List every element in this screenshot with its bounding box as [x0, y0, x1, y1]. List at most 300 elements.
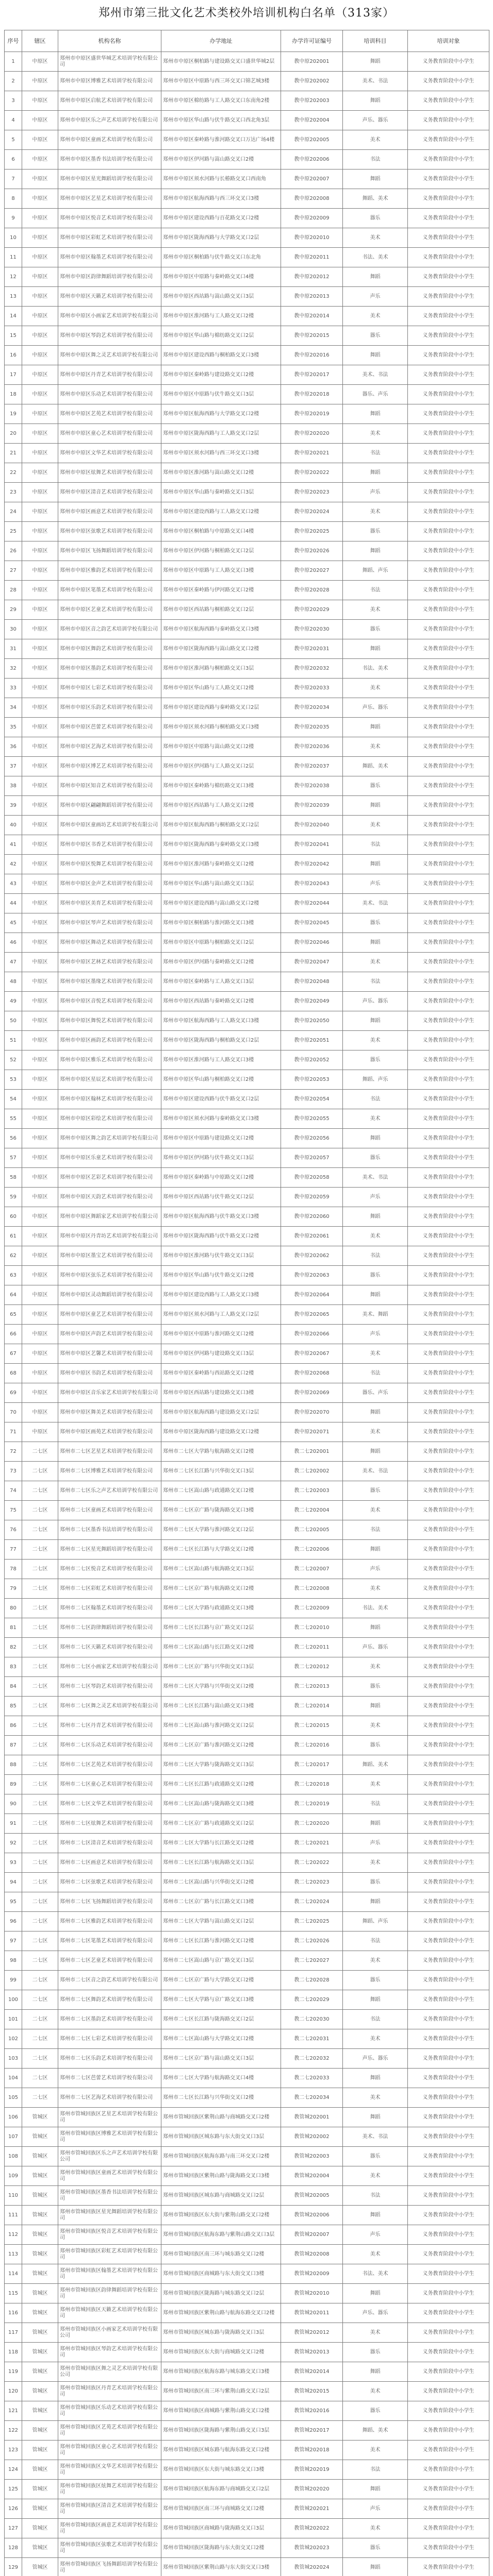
cell-org-name: 郑州市管城回族区彩虹艺术培训学校有限公司 [58, 2245, 161, 2264]
table-row [5, 1951, 489, 1971]
cell-audience: 义务教育阶段中小学生 [408, 835, 489, 855]
cell-license: 教中原202009 [281, 209, 343, 228]
cell-subjects: 声乐、器乐 [343, 111, 408, 130]
table-row [5, 1520, 489, 1540]
cell-subjects: 美术、书法 [343, 894, 408, 913]
cell-index: 116 [5, 2303, 22, 2323]
cell-org-name: 郑州市管城回族区翰墨艺术培训学校有限公司 [58, 2264, 161, 2284]
cell-address: 郑州市管城回族区商城路与紫荆山路交叉口2楼 [161, 2401, 281, 2421]
cell-district: 二七区 [22, 1775, 58, 1794]
table-row [5, 1246, 489, 1266]
cell-audience: 义务教育阶段中小学生 [408, 2225, 489, 2245]
cell-license: 教中原202054 [281, 1090, 343, 1109]
cell-subjects: 舞蹈 [343, 855, 408, 874]
cell-district: 中原区 [22, 444, 58, 463]
cell-district: 中原区 [22, 326, 58, 346]
cell-audience: 义务教育阶段中小学生 [408, 1853, 489, 1873]
cell-district: 二七区 [22, 1951, 58, 1971]
cell-index: 92 [5, 1834, 22, 1853]
cell-subjects: 器乐 [343, 1050, 408, 1070]
cell-district: 二七区 [22, 1697, 58, 1716]
cell-org-name: 郑州市管城回族区童画艺术培训学校有限公司 [58, 2166, 161, 2186]
cell-address: 郑州市中原区中原路与西三环交叉口锦艺城3楼 [161, 72, 281, 91]
cell-audience: 义务教育阶段中小学生 [408, 1383, 489, 1403]
cell-address: 郑州市二七区长江路与政通路交叉口2楼 [161, 1775, 281, 1794]
cell-address: 郑州市二七区大学路与航海路交叉口2楼 [161, 1442, 281, 1462]
cell-index: 27 [5, 561, 22, 581]
cell-subjects: 器乐 [343, 1677, 408, 1697]
cell-subjects: 器乐 [343, 1266, 408, 1285]
cell-subjects: 声乐 [343, 1325, 408, 1344]
table-row [5, 1442, 489, 1462]
cell-index: 59 [5, 1188, 22, 1207]
cell-org-name: 郑州市管城回族区炫舞艺术培训学校有限公司 [58, 2480, 161, 2499]
table-row [5, 1736, 489, 1755]
cell-address: 郑州市二七区京广路与兴华街交叉口3层 [161, 1657, 281, 1677]
cell-audience: 义务教育阶段中小学生 [408, 444, 489, 463]
table-row [5, 620, 489, 639]
cell-subjects: 书法 [343, 1364, 408, 1383]
cell-org-name: 郑州市二七区天籁艺术培训学校有限公司 [58, 1638, 161, 1657]
cell-address: 郑州市中原区中原路与工人路交叉口3楼 [161, 561, 281, 581]
cell-address: 郑州市中原区陇海西路与桐柏路交叉口2层 [161, 1031, 281, 1050]
table-row [5, 2245, 489, 2264]
cell-org-name: 郑州市二七区雅韵艺术培训学校有限公司 [58, 1912, 161, 1931]
cell-license: 教二七202017 [281, 1755, 343, 1775]
cell-audience: 义务教育阶段中小学生 [408, 953, 489, 972]
cell-audience: 义务教育阶段中小学生 [408, 1109, 489, 1129]
cell-org-name: 郑州市二七区乐韵艺术培训学校有限公司 [58, 2049, 161, 2069]
cell-subjects: 舞蹈 [343, 52, 408, 72]
cell-org-name: 郑州市二七区文华艺术培训学校有限公司 [58, 1794, 161, 1814]
cell-index: 5 [5, 130, 22, 150]
cell-audience: 义务教育阶段中小学生 [408, 2029, 489, 2049]
cell-audience: 义务教育阶段中小学生 [408, 1442, 489, 1462]
cell-index: 109 [5, 2166, 22, 2186]
cell-audience: 义务教育阶段中小学生 [408, 776, 489, 796]
cell-org-name: 郑州市中原区书香艺术培训学校有限公司 [58, 835, 161, 855]
cell-district: 中原区 [22, 287, 58, 307]
cell-org-name: 郑州市中原区美育艺术培训学校有限公司 [58, 894, 161, 913]
cell-address: 郑州市二七区嵩山路与淮河路交叉口2层 [161, 1716, 281, 1736]
cell-license: 教中原202038 [281, 776, 343, 796]
cell-district: 中原区 [22, 894, 58, 913]
cell-audience: 义务教育阶段中小学生 [408, 1638, 489, 1657]
cell-org-name: 郑州市中原区声韵艺术培训学校有限公司 [58, 1325, 161, 1344]
col-index-header: 序号 [5, 30, 22, 52]
cell-subjects: 美术 [343, 2441, 408, 2460]
cell-org-name: 郑州市中原区飞扬舞蹈培训学校有限公司 [58, 541, 161, 561]
cell-license: 教管城202020 [281, 2480, 343, 2499]
cell-district: 中原区 [22, 855, 58, 874]
cell-org-name: 郑州市管城回族区丹青艺术培训学校有限公司 [58, 2382, 161, 2401]
cell-org-name: 郑州市中原区芭蕾艺术培训学校有限公司 [58, 718, 161, 737]
cell-district: 中原区 [22, 796, 58, 816]
cell-address: 郑州市中原区淮河路与伏牛路交叉口3层 [161, 1246, 281, 1266]
cell-district: 二七区 [22, 2069, 58, 2088]
cell-org-name: 郑州市二七区七彩艺术培训学校有限公司 [58, 2029, 161, 2049]
cell-address: 郑州市管城回族区城东路与航海东路交叉口2楼 [161, 2441, 281, 2460]
cell-address: 郑州市中原区秦岭路与中原路交叉口2楼 [161, 1168, 281, 1188]
cell-index: 7 [5, 170, 22, 189]
cell-subjects: 美术 [343, 1109, 408, 1129]
cell-license: 教二七202018 [281, 1775, 343, 1794]
cell-license: 教管城202003 [281, 2147, 343, 2166]
cell-audience: 义务教育阶段中小学生 [408, 1501, 489, 1520]
cell-org-name: 郑州市中原区翰林艺术培训学校有限公司 [58, 1090, 161, 1109]
cell-org-name: 郑州市二七区芭蕾艺术培训学校有限公司 [58, 2069, 161, 2088]
cell-org-name: 郑州市二七区艺海艺术培训学校有限公司 [58, 2088, 161, 2108]
cell-address: 郑州市管城回族区航海东路与商城路交叉口2层 [161, 2480, 281, 2499]
cell-address: 郑州市管城回族区南三环与紫荆山路交叉口2层 [161, 2382, 281, 2401]
cell-index: 1 [5, 52, 22, 72]
cell-audience: 义务教育阶段中小学生 [408, 737, 489, 757]
cell-license: 教中原202035 [281, 718, 343, 737]
table-row [5, 1853, 489, 1873]
cell-address: 郑州市二七区京广路与政通路交叉口2层 [161, 1814, 281, 1834]
table-row [5, 346, 489, 365]
cell-audience: 义务教育阶段中小学生 [408, 1031, 489, 1050]
cell-index: 80 [5, 1599, 22, 1618]
cell-org-name: 郑州市中原区画韵艺术培训学校有限公司 [58, 1031, 161, 1050]
cell-audience: 义务教育阶段中小学生 [408, 796, 489, 816]
table-row [5, 2186, 489, 2206]
cell-district: 中原区 [22, 248, 58, 267]
cell-license: 教中原202033 [281, 679, 343, 698]
cell-index: 46 [5, 933, 22, 953]
cell-index: 84 [5, 1677, 22, 1697]
cell-index: 108 [5, 2147, 22, 2166]
cell-address: 郑州市中原区华山路与秦岭路交叉口3层 [161, 483, 281, 502]
cell-subjects: 美术 [343, 130, 408, 150]
cell-subjects: 器乐 [343, 776, 408, 796]
cell-index: 43 [5, 874, 22, 894]
cell-subjects: 声乐、器乐 [343, 2303, 408, 2323]
cell-subjects: 舞蹈 [343, 1892, 408, 1912]
cell-org-name: 郑州市管城回族区博雅艺术培训学校有限公司 [58, 2127, 161, 2147]
cell-audience: 义务教育阶段中小学生 [408, 1677, 489, 1697]
cell-license: 教中原202034 [281, 698, 343, 718]
cell-audience: 义务教育阶段中小学生 [408, 1873, 489, 1892]
cell-license: 教二七202031 [281, 2029, 343, 2049]
cell-audience: 义务教育阶段中小学生 [408, 913, 489, 933]
table-row [5, 933, 489, 953]
cell-org-name: 郑州市二七区丹青艺术培训学校有限公司 [58, 1716, 161, 1736]
cell-district: 中原区 [22, 424, 58, 444]
cell-index: 97 [5, 1931, 22, 1951]
cell-org-name: 郑州市管城回族区星光舞蹈培训学校有限公司 [58, 2206, 161, 2225]
cell-index: 29 [5, 600, 22, 620]
cell-address: 郑州市二七区嵩山路与航海路交叉口3层 [161, 1560, 281, 1579]
cell-subjects: 器乐 [343, 1481, 408, 1501]
cell-index: 124 [5, 2460, 22, 2480]
cell-org-name: 郑州市二七区飞扬舞蹈培训学校有限公司 [58, 1892, 161, 1912]
cell-audience: 义务教育阶段中小学生 [408, 679, 489, 698]
cell-district: 中原区 [22, 72, 58, 91]
cell-index: 53 [5, 1070, 22, 1090]
cell-address: 郑州市二七区大学路与淮河路交叉口2层 [161, 1520, 281, 1540]
table-row [5, 2343, 489, 2362]
cell-subjects: 美术 [343, 1501, 408, 1520]
cell-audience: 义务教育阶段中小学生 [408, 111, 489, 130]
cell-audience: 义务教育阶段中小学生 [408, 541, 489, 561]
table-row [5, 1892, 489, 1912]
cell-district: 中原区 [22, 639, 58, 659]
table-row [5, 698, 489, 718]
cell-district: 管城区 [22, 2206, 58, 2225]
cell-license: 教二七202015 [281, 1716, 343, 1736]
table-body [5, 52, 489, 2576]
cell-address: 郑州市中原区西站路与建设路交叉口3楼 [161, 1383, 281, 1403]
cell-address: 郑州市中原区西站路与嵩山路交叉口3层 [161, 287, 281, 307]
cell-index: 96 [5, 1912, 22, 1931]
cell-org-name: 郑州市中原区翰墨艺术培训学校有限公司 [58, 248, 161, 267]
table-row [5, 1834, 489, 1853]
cell-index: 114 [5, 2264, 22, 2284]
cell-license: 教中原202071 [281, 1422, 343, 1442]
cell-audience: 义务教育阶段中小学生 [408, 1305, 489, 1325]
cell-org-name: 郑州市管城回族区童心艺术培训学校有限公司 [58, 2441, 161, 2460]
cell-address: 郑州市管城回族区陇海路与东大街交叉口2楼 [161, 2538, 281, 2558]
cell-address: 郑州市管城回族区紫荆山路与航海东路交叉口2楼 [161, 2303, 281, 2323]
cell-org-name: 郑州市中原区艺林艺术培训学校有限公司 [58, 953, 161, 972]
cell-audience: 义务教育阶段中小学生 [408, 1951, 489, 1971]
cell-address: 郑州市中原区淮河路与工人路交叉口3楼 [161, 1050, 281, 1070]
cell-license: 教中原202016 [281, 346, 343, 365]
col-subjects-header: 培训科目 [343, 30, 408, 52]
cell-org-name: 郑州市中原区童画艺术培训学校有限公司 [58, 130, 161, 150]
cell-district: 中原区 [22, 992, 58, 1011]
cell-address: 郑州市中原区建设西路与百花路交叉口2楼 [161, 209, 281, 228]
cell-license: 教中原202021 [281, 444, 343, 463]
cell-audience: 义务教育阶段中小学生 [408, 307, 489, 326]
table-row [5, 287, 489, 307]
cell-license: 教中原202056 [281, 1129, 343, 1148]
cell-index: 69 [5, 1383, 22, 1403]
cell-license: 教二七202032 [281, 2049, 343, 2069]
cell-subjects: 书法、美术 [343, 659, 408, 679]
cell-district: 中原区 [22, 483, 58, 502]
cell-org-name: 郑州市中原区画意艺术培训学校有限公司 [58, 502, 161, 522]
cell-address: 郑州市中原区桐柏路与伏牛路交叉口东北角 [161, 248, 281, 267]
table-row [5, 404, 489, 424]
table-row [5, 1677, 489, 1697]
cell-district: 二七区 [22, 1520, 58, 1540]
cell-index: 35 [5, 718, 22, 737]
cell-audience: 义务教育阶段中小学生 [408, 1403, 489, 1422]
cell-subjects: 器乐 [343, 522, 408, 541]
cell-org-name: 郑州市管城回族区文华艺术培训学校有限公司 [58, 2460, 161, 2480]
cell-address: 郑州市二七区大学路与政通路交叉口3楼 [161, 1599, 281, 1618]
cell-subjects: 舞蹈、美术 [343, 2421, 408, 2441]
cell-license: 教中原202027 [281, 561, 343, 581]
cell-index: 51 [5, 1031, 22, 1050]
cell-district: 中原区 [22, 972, 58, 992]
cell-org-name: 郑州市二七区艺星艺术培训学校有限公司 [58, 1442, 161, 1462]
cell-address: 郑州市中原区棉纺路与工人路交叉口东南角2楼 [161, 91, 281, 111]
cell-index: 12 [5, 267, 22, 287]
cell-license: 教中原202061 [281, 1227, 343, 1246]
table-row [5, 1207, 489, 1227]
table-row [5, 2480, 489, 2499]
cell-address: 郑州市管城回族区东大街与城东路交叉口3楼 [161, 2460, 281, 2480]
table-row [5, 150, 489, 170]
cell-subjects: 书法、美术 [343, 1599, 408, 1618]
cell-license: 教中原202013 [281, 287, 343, 307]
table-row [5, 1560, 489, 1579]
cell-subjects: 美术 [343, 1951, 408, 1971]
cell-index: 103 [5, 2049, 22, 2069]
table-row [5, 2264, 489, 2284]
table-row [5, 463, 489, 483]
cell-index: 110 [5, 2186, 22, 2206]
table-row [5, 894, 489, 913]
cell-license: 教管城202021 [281, 2499, 343, 2519]
cell-index: 93 [5, 1853, 22, 1873]
cell-address: 郑州市中原区秦岭路与伊河路交叉口2楼 [161, 581, 281, 600]
cell-index: 88 [5, 1755, 22, 1775]
cell-index: 76 [5, 1520, 22, 1540]
cell-org-name: 郑州市中原区韵律舞蹈培训学校有限公司 [58, 267, 161, 287]
cell-address: 郑州市二七区嵩山路与长江路交叉口2楼 [161, 1638, 281, 1657]
cell-address: 郑州市中原区建设西路与工人路交叉口2楼 [161, 502, 281, 522]
cell-subjects: 舞蹈 [343, 2069, 408, 2088]
cell-subjects: 书法 [343, 444, 408, 463]
cell-audience: 义务教育阶段中小学生 [408, 1657, 489, 1677]
cell-address: 郑州市中原区中原路与建设路交叉口2楼 [161, 1129, 281, 1148]
table-row [5, 1148, 489, 1168]
cell-address: 郑州市二七区京广路与陇海路交叉口3楼 [161, 1501, 281, 1520]
table-row [5, 209, 489, 228]
cell-district: 中原区 [22, 1148, 58, 1168]
col-audience-header: 培训对象 [408, 30, 489, 52]
cell-audience: 义务教育阶段中小学生 [408, 424, 489, 444]
cell-district: 管城区 [22, 2166, 58, 2186]
cell-org-name: 郑州市二七区艺童艺术培训学校有限公司 [58, 1951, 161, 1971]
cell-license: 教中原202007 [281, 170, 343, 189]
table-row [5, 2519, 489, 2538]
cell-org-name: 郑州市中原区书韵艺术培训学校有限公司 [58, 1364, 161, 1383]
cell-org-name: 郑州市二七区弦歌艺术培训学校有限公司 [58, 1873, 161, 1892]
cell-org-name: 郑州市中原区博雅艺术培训学校有限公司 [58, 72, 161, 91]
cell-address: 郑州市二七区嵩山路与大学路交叉口2楼 [161, 2029, 281, 2049]
table-header [5, 30, 489, 52]
table-row [5, 2441, 489, 2460]
cell-license: 教二七202003 [281, 1481, 343, 1501]
cell-org-name: 郑州市二七区炫舞艺术培训学校有限公司 [58, 1814, 161, 1834]
cell-license: 教二七202011 [281, 1638, 343, 1657]
cell-license: 教管城202017 [281, 2421, 343, 2441]
cell-address: 郑州市中原区航海西路与伏牛路交叉口3楼 [161, 1207, 281, 1227]
cell-district: 管城区 [22, 2284, 58, 2303]
cell-subjects: 舞蹈 [343, 346, 408, 365]
cell-audience: 义务教育阶段中小学生 [408, 855, 489, 874]
cell-address: 郑州市二七区长江路与航海路交叉口3层 [161, 1853, 281, 1873]
cell-index: 40 [5, 816, 22, 835]
cell-subjects: 器乐 [343, 326, 408, 346]
table-row [5, 2147, 489, 2166]
cell-license: 教中原202069 [281, 1383, 343, 1403]
cell-index: 20 [5, 424, 22, 444]
cell-org-name: 郑州市中原区天籁艺术培训学校有限公司 [58, 287, 161, 307]
cell-subjects: 舞蹈 [343, 796, 408, 816]
table-row [5, 2029, 489, 2049]
cell-audience: 义务教育阶段中小学生 [408, 1892, 489, 1912]
cell-district: 二七区 [22, 1501, 58, 1520]
cell-subjects: 美术、书法 [343, 72, 408, 91]
cell-audience: 义务教育阶段中小学生 [408, 248, 489, 267]
cell-index: 36 [5, 737, 22, 757]
cell-org-name: 郑州市二七区韵律舞蹈培训学校有限公司 [58, 1618, 161, 1638]
table-row [5, 679, 489, 698]
header-row [5, 30, 489, 52]
cell-org-name: 郑州市管城回族区乐动艺术培训学校有限公司 [58, 2401, 161, 2421]
cell-address: 郑州市中原区陇海西路与伏牛路交叉口2楼 [161, 1227, 281, 1246]
cell-org-name: 郑州市管城回族区韵律舞蹈培训学校有限公司 [58, 2284, 161, 2303]
cell-org-name: 郑州市中原区丹青坊艺术培训学校有限公司 [58, 1227, 161, 1246]
cell-license: 教管城202018 [281, 2441, 343, 2460]
cell-subjects: 舞蹈 [343, 404, 408, 424]
cell-license: 教中原202005 [281, 130, 343, 150]
cell-subjects: 美术 [343, 1227, 408, 1246]
cell-subjects: 舞蹈 [343, 2362, 408, 2382]
cell-address: 郑州市管城回族区航海东路与南三环交叉口2楼 [161, 2147, 281, 2166]
cell-org-name: 郑州市二七区舞韵艺术培训学校有限公司 [58, 1990, 161, 2010]
cell-license: 教中原202018 [281, 385, 343, 404]
cell-license: 教管城202006 [281, 2206, 343, 2225]
cell-district: 中原区 [22, 365, 58, 385]
cell-district: 中原区 [22, 52, 58, 72]
cell-audience: 义务教育阶段中小学生 [408, 2499, 489, 2519]
cell-district: 中原区 [22, 581, 58, 600]
cell-org-name: 郑州市中原区博艺艺术培训学校有限公司 [58, 757, 161, 776]
cell-index: 117 [5, 2323, 22, 2343]
table-row [5, 2108, 489, 2127]
table-row [5, 522, 489, 541]
cell-district: 中原区 [22, 1285, 58, 1305]
cell-license: 教二七202022 [281, 1853, 343, 1873]
cell-license: 教中原202064 [281, 1285, 343, 1305]
cell-index: 101 [5, 2010, 22, 2029]
cell-address: 郑州市中原区淮河路与嵩山路交叉口2楼 [161, 463, 281, 483]
cell-district: 管城区 [22, 2245, 58, 2264]
cell-audience: 义务教育阶段中小学生 [408, 1599, 489, 1618]
cell-address: 郑州市中原区秦岭路与淮河路交叉口万达广场4楼 [161, 130, 281, 150]
cell-subjects: 舞蹈 [343, 1207, 408, 1227]
cell-audience: 义务教育阶段中小学生 [408, 1227, 489, 1246]
cell-index: 13 [5, 287, 22, 307]
cell-address: 郑州市中原区华山路与伏牛路交叉口2楼 [161, 1266, 281, 1285]
cell-audience: 义务教育阶段中小学生 [408, 1129, 489, 1148]
cell-org-name: 郑州市中原区悦舞艺术培训学校有限公司 [58, 855, 161, 874]
cell-district: 中原区 [22, 1305, 58, 1325]
cell-subjects: 美术 [343, 1775, 408, 1794]
cell-org-name: 郑州市二七区艺苑艺术培训学校有限公司 [58, 1755, 161, 1775]
cell-district: 管城区 [22, 2323, 58, 2343]
cell-audience: 义务教育阶段中小学生 [408, 1422, 489, 1442]
cell-address: 郑州市中原区中原路与伏牛路交叉口3层 [161, 385, 281, 404]
cell-index: 122 [5, 2421, 22, 2441]
cell-district: 中原区 [22, 953, 58, 972]
cell-license: 教中原202011 [281, 248, 343, 267]
cell-address: 郑州市中原区淮河路与桐柏路交叉口3层 [161, 659, 281, 679]
cell-subjects: 舞蹈 [343, 1814, 408, 1834]
cell-org-name: 郑州市中原区舞蹈家艺术培训学校有限公司 [58, 1207, 161, 1227]
cell-subjects: 美术 [343, 953, 408, 972]
cell-district: 中原区 [22, 913, 58, 933]
cell-license: 教中原202057 [281, 1148, 343, 1168]
cell-audience: 义务教育阶段中小学生 [408, 1325, 489, 1344]
